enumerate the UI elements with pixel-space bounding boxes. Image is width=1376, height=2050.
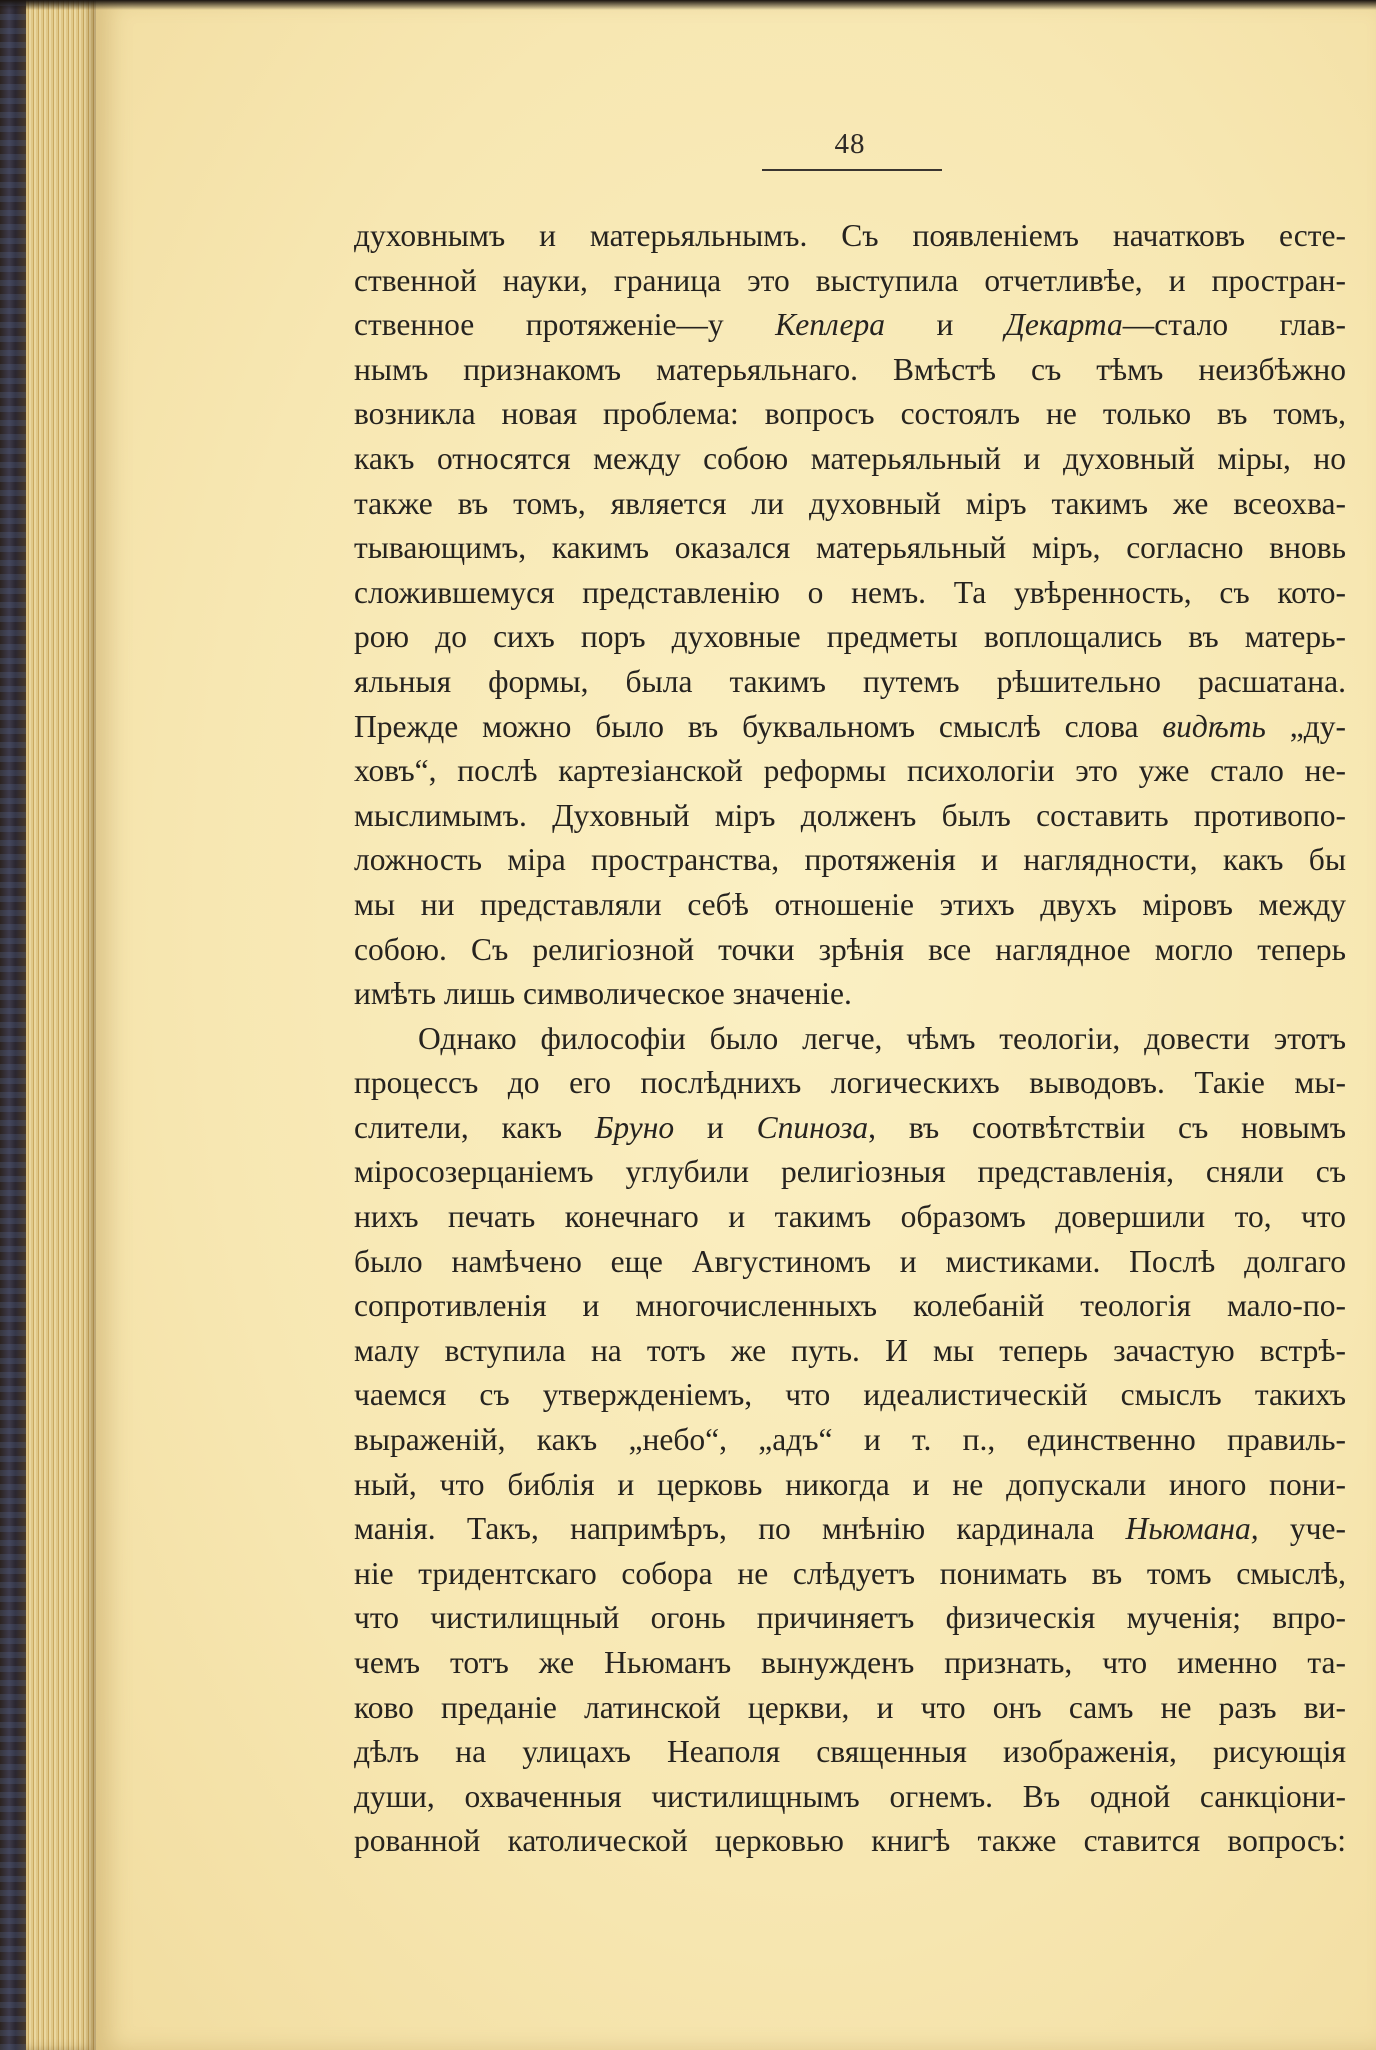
text-run: Однако философіи было легче, чѣмъ теологіи, довести этотъ bbox=[418, 1020, 1346, 1056]
text-line bbox=[354, 1240, 1346, 1285]
text-line bbox=[354, 1730, 1346, 1775]
text-line bbox=[354, 1150, 1346, 1195]
text-run: также въ томъ, является ли духовный міръ такимъ же всеохва- bbox=[354, 485, 1346, 521]
page-stack-edge bbox=[26, 0, 96, 2050]
text-run: возникла новая проблема: вопросъ состоялъ не только въ томъ, bbox=[354, 396, 1346, 432]
text-run: ложность міра пространства, протяженія и наглядности, какъ бы bbox=[354, 842, 1346, 878]
text-run: и bbox=[674, 1109, 757, 1145]
text-line bbox=[354, 1641, 1346, 1686]
text-line bbox=[354, 1106, 1346, 1151]
text-line bbox=[354, 615, 1346, 660]
text-line bbox=[354, 1686, 1346, 1731]
text-run: мы ни представляли себѣ отношеніе этихъ двухъ міровъ между bbox=[354, 886, 1346, 922]
text-run: мыслимымъ. Духовный міръ долженъ былъ составить противопо- bbox=[354, 797, 1346, 833]
text-run: души, охваченныя чистилищнымъ огнемъ. Въ одной санкціони- bbox=[354, 1778, 1346, 1814]
text-run: —стало глав- bbox=[1122, 307, 1346, 343]
text-line bbox=[354, 1596, 1346, 1641]
text-run: нихъ печать конечнаго и такимъ образомъ довершили то, что bbox=[354, 1199, 1346, 1235]
text-run: духовнымъ и матерьяльнымъ. Съ появленіемъ начатковъ есте- bbox=[354, 218, 1346, 253]
text-line bbox=[354, 482, 1346, 527]
text-line bbox=[354, 1463, 1346, 1508]
paragraph bbox=[354, 1017, 1346, 1864]
text-line bbox=[354, 303, 1346, 348]
italic-name: Бруно bbox=[594, 1109, 675, 1145]
text-line bbox=[354, 883, 1346, 928]
italic-name: Декарта bbox=[1004, 307, 1123, 343]
text-run: какъ относятся между собою матерьяльный и духовный міры, но bbox=[354, 440, 1346, 476]
text-run: что чистилищный огонь причиняетъ физическія мученія; впро- bbox=[354, 1600, 1346, 1636]
text-run: выраженій, какъ „небо“, „адъ“ и т. п., единственно правиль- bbox=[354, 1422, 1346, 1458]
italic-name: видѣть bbox=[1162, 708, 1266, 744]
text-run: „ду- bbox=[1265, 708, 1346, 744]
text-run: процессъ до его послѣднихъ логическихъ выводовъ. Такіе мы- bbox=[354, 1065, 1346, 1101]
text-line bbox=[354, 214, 1346, 259]
text-run: , въ соотвѣтствіи съ новымъ bbox=[868, 1109, 1346, 1145]
text-run: имѣть лишь символическое значеніе. bbox=[354, 976, 852, 1012]
text-line bbox=[354, 1017, 1346, 1062]
text-run: и bbox=[885, 307, 1005, 343]
text-run: чемъ тотъ же Ньюманъ вынужденъ признать, что именно та- bbox=[354, 1645, 1346, 1680]
text-run: дѣлъ на улицахъ Неаполя священныя изображенія, рисующія bbox=[354, 1734, 1346, 1770]
text-run: уче- bbox=[1258, 1511, 1346, 1547]
italic-name: Кеплера bbox=[775, 307, 886, 343]
text-run: слители, какъ bbox=[354, 1109, 595, 1145]
text-run: ный, что библія и церковь никогда и не допускали иного пони- bbox=[354, 1466, 1346, 1502]
text-run: ніе тридентскаго собора не слѣдуетъ понимать въ томъ смыслѣ, bbox=[354, 1555, 1346, 1591]
italic-name: Ньюмана, bbox=[1125, 1511, 1259, 1547]
text-run: малу вступила на тотъ же путь. И мы теперь зачастую встрѣ- bbox=[354, 1332, 1346, 1368]
text-run: ково преданіе латинской церкви, и что онъ самъ не разъ ви- bbox=[354, 1689, 1346, 1725]
text-line bbox=[354, 392, 1346, 437]
text-line bbox=[354, 348, 1346, 393]
paragraph bbox=[354, 214, 1346, 1017]
text-line bbox=[354, 571, 1346, 616]
body-text bbox=[354, 214, 1346, 1864]
text-line bbox=[354, 1507, 1346, 1552]
italic-name: Спиноза bbox=[756, 1109, 869, 1145]
text-line bbox=[354, 1552, 1346, 1597]
text-line bbox=[354, 1418, 1346, 1463]
text-run: рою до сихъ поръ духовные предметы воплощались въ матерь- bbox=[354, 619, 1346, 655]
text-line bbox=[354, 972, 1346, 1017]
text-run: міросозерцаніемъ углубили религіозныя представленія, сняли съ bbox=[354, 1154, 1346, 1190]
text-line bbox=[354, 526, 1346, 571]
text-run: ственной науки, граница это выступила отчетливѣе, и простран- bbox=[354, 262, 1346, 298]
text-line bbox=[354, 1373, 1346, 1418]
text-line bbox=[354, 437, 1346, 482]
text-line bbox=[354, 928, 1346, 973]
text-run: яльныя формы, была такимъ путемъ рѣшительно расшатана. bbox=[354, 663, 1346, 699]
text-run: сложившемуся представленію о немъ. Та увѣренность, съ кото- bbox=[354, 574, 1346, 610]
book-spine-edge bbox=[0, 0, 26, 2050]
text-run: ховъ“, послѣ картезіанской реформы психологіи это уже стало не- bbox=[354, 753, 1346, 789]
text-run: было намѣчено еще Августиномъ и мистиками. Послѣ долгаго bbox=[354, 1243, 1346, 1279]
text-line bbox=[354, 1284, 1346, 1329]
text-run: сопротивленія и многочисленныхъ колебаній теологія мало-по- bbox=[354, 1288, 1346, 1324]
text-line bbox=[354, 1061, 1346, 1106]
text-line bbox=[354, 749, 1346, 794]
text-run: собою. Съ религіозной точки зрѣнія все наглядное могло теперь bbox=[354, 931, 1346, 967]
text-line bbox=[354, 660, 1346, 705]
text-run: ственное протяженіе—у bbox=[354, 307, 776, 343]
text-line bbox=[354, 1775, 1346, 1820]
text-line bbox=[354, 259, 1346, 304]
text-line bbox=[354, 794, 1346, 839]
text-line bbox=[354, 838, 1346, 883]
text-run: Прежде можно было въ буквальномъ смыслѣ слова bbox=[354, 708, 1163, 744]
scan-top-edge bbox=[0, 0, 1376, 10]
text-run: манія. Такъ, напримѣръ, по мнѣнію кардинала bbox=[354, 1511, 1126, 1547]
text-line bbox=[354, 1195, 1346, 1240]
text-line bbox=[354, 1329, 1346, 1374]
page-number: 48 bbox=[834, 128, 866, 160]
text-run: рованной католической церковью книгѣ также ставится вопросъ: bbox=[354, 1823, 1346, 1859]
text-run: чаемся съ утвержденіемъ, что идеалистическій смыслъ такихъ bbox=[354, 1377, 1346, 1413]
text-run: нымъ признакомъ матерьяльнаго. Вмѣстѣ съ тѣмъ неизбѣжно bbox=[354, 351, 1346, 387]
header-rule bbox=[762, 169, 942, 171]
text-run: тывающимъ, какимъ оказался матерьяльный міръ, согласно вновь bbox=[354, 530, 1346, 566]
text-line bbox=[354, 1819, 1346, 1864]
text-line bbox=[354, 705, 1346, 750]
